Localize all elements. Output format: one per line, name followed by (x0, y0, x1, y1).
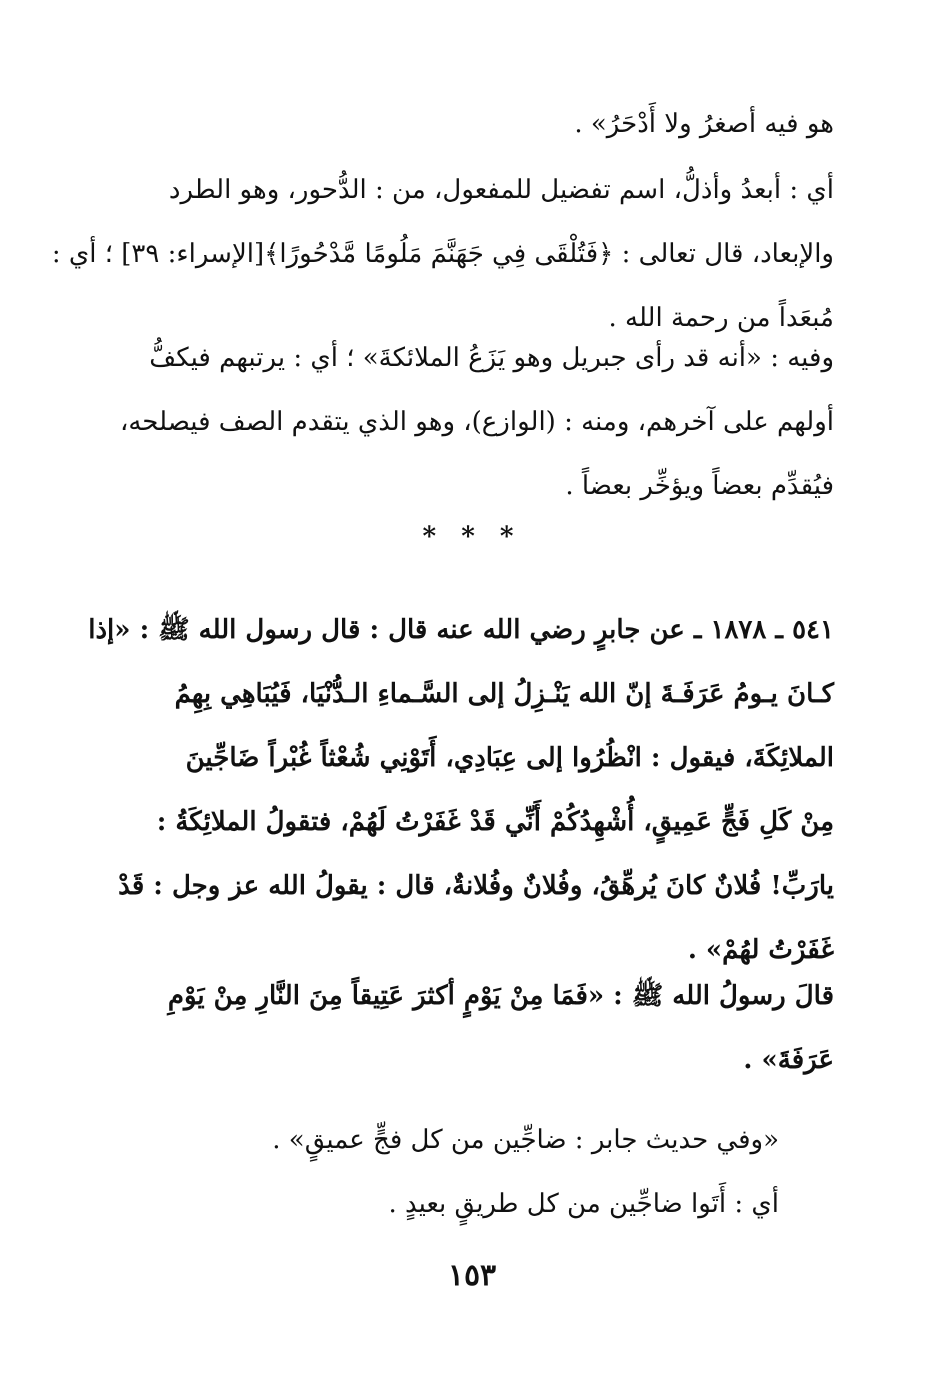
text-line: قالَ رسولُ الله ﷺ : «فَمَا مِنْ يَوْمٍ أكثرَ عَتِيقاً مِنَ النَّارِ مِنْ يَوْمِ (167, 981, 834, 1011)
text-line: عَرَفَةَ» . (743, 1045, 834, 1075)
comment-line: أي : أَتَوا ضاجِّين من كل طريقٍ بعيدٍ . (388, 1189, 779, 1219)
text-line: الملائِكَةَ، فيقول : انْظُرُوا إلى عِبَادِي، أَتَوْنِي شُعْثاً غُبْراً ضَاجِّينَ (185, 743, 834, 773)
hadith-paragraph (88, 598, 834, 982)
text-line: فيُقدِّم بعضاً ويؤخِّر بعضاً . (565, 471, 834, 501)
explanation-paragraph (51, 158, 834, 350)
section-divider: * * * (422, 522, 522, 552)
comment-line: «وفي حديث جابر : ضاجِّين من كل فجٍّ عميقٍ» . (272, 1125, 779, 1155)
text-line: ٥٤١ ـ ١٨٧٨ ـ عن جابرٍ رضي الله عنه قال : قال رسول الله ﷺ : «إذا (88, 615, 834, 645)
text-line: غَفَرْتُ لهُمْ» . (687, 935, 834, 965)
text-line: مِنْ كَلِ فَجٍّ عَمِيقٍ، أُشْهِدُكُمْ أَنِّي قَدْ غَفَرْتُ لَهُمْ، فتقولُ الملائِكَةُ : (156, 807, 834, 837)
text-line: هو فيه أصغرُ ولا أَدْحَرُ» . (574, 109, 834, 139)
intro-paragraph (108, 92, 834, 156)
explanation-paragraph-2 (108, 326, 834, 518)
text-line: أي : أبعدُ وأذلُّ، اسم تفضيل للمفعول، من : الدُّحور، وهو الطرد (168, 175, 834, 205)
text-line: يارَبِّ! فُلانٌ كانَ يُرهِّقُ، وفُلانٌ وفُلانةٌ، قال : يقولُ الله عز وجل : قَدْ (118, 871, 834, 901)
text-line: والإبعاد، قال تعالى : ﴿فَتُلْقَى فِي جَهَنَّمَ مَلُومًا مَّدْحُورًا﴾[الإسراء: ٣٩] ؛ أي : (51, 239, 834, 269)
text-line: وفيه : «أنه قد رأى جبريل وهو يَزَعُ الملائكةَ» ؛ أي : يرتبهم فيكفُّ (149, 343, 834, 373)
text-line: أولهم على آخرهم، ومنه : (الوازع)، وهو الذي يتقدم الصف فيصلحه، (119, 407, 834, 437)
text-line: مُبعَداً من رحمة الله . (608, 303, 834, 333)
quote-paragraph (108, 964, 834, 1092)
page-number: ١٥٣ (447, 1258, 497, 1293)
text-line: كـانَ يـومُ عَرَفَـةَ إنّ الله يَنْـزِلُ إلى السَّـماءِ الـدُّنْيَا، فَيُبَاهِي بِهِمُ (174, 679, 834, 709)
